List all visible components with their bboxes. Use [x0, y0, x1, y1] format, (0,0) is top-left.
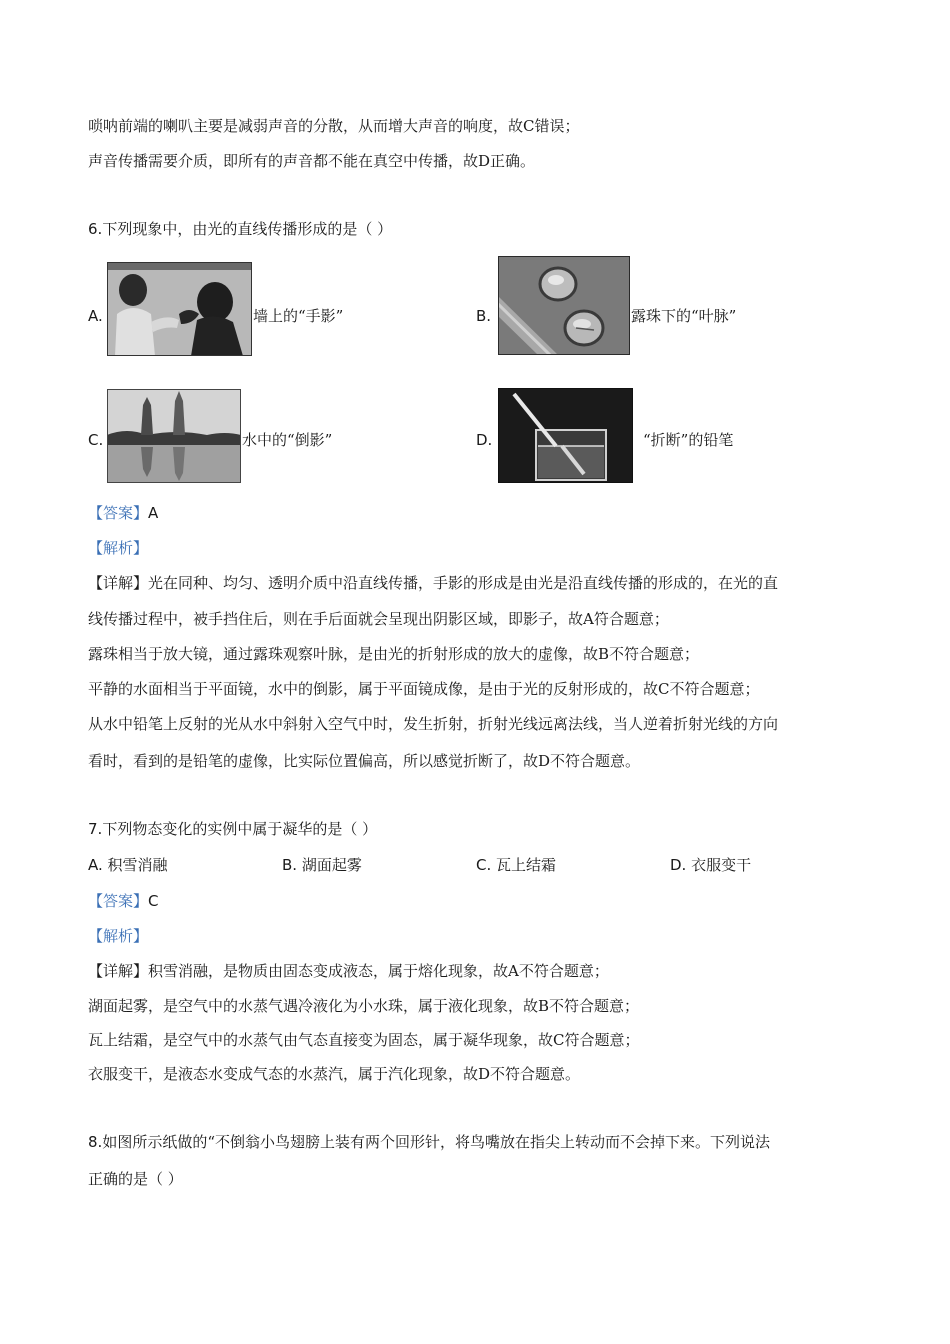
q7-stem-text: 下列物态变化的实例中属于凝华的是（ ）: [102, 820, 378, 838]
q6-option-a-letter[interactable]: A.: [88, 307, 103, 325]
q6-detail-text-1: 光在同种、均匀、透明介质中沿直线传播，手影的形成是由光是沿直线传播的形成的，在光的直: [148, 574, 779, 592]
dewdrop-leaf-photo-icon: [498, 256, 630, 355]
q6-detail-line-6: 看时，看到的是铅笔的虚像，比实际位置偏高，所以感觉折断了，故D不符合题意。: [88, 752, 641, 770]
hand-shadow-photo-icon: [107, 262, 252, 356]
q7-answer: [88, 890, 159, 912]
q7-detail-line-1: [88, 960, 609, 982]
q6-analysis-tag: 【解析】: [88, 539, 149, 557]
bent-pencil-photo-icon: [498, 388, 633, 483]
q6-answer-value: A: [148, 504, 159, 522]
q6-answer-tag: 【答案】: [88, 504, 149, 522]
q8-number: 8.: [88, 1133, 103, 1151]
q7-option-c[interactable]: [476, 854, 556, 876]
q6-option-c-letter[interactable]: C.: [88, 431, 104, 449]
q6-stem: [88, 218, 392, 240]
q7-option-d[interactable]: [670, 854, 751, 876]
q6-option-c-text: 水中的“倒影”: [242, 431, 333, 449]
q8-stem-text-1: 如图所示纸做的“不倒翁小鸟翅膀上装有两个回形针，将鸟嘴放在指尖上转动而不会掉下来。下列说法: [102, 1133, 770, 1151]
q7-option-c-text: 瓦上结霜: [496, 856, 557, 874]
q6-option-b-text: 露珠下的“叶脉”: [631, 307, 737, 325]
q7-option-b-letter: B.: [282, 856, 298, 874]
q6-number: 6.: [88, 220, 103, 238]
q6-detail-line-3: 露珠相当于放大镜，通过露珠观察叶脉，是由光的折射形成的放大的虚像，故B不符合题意；: [88, 645, 700, 663]
q6-option-b-letter[interactable]: B.: [476, 307, 492, 325]
q7-number: 7.: [88, 820, 103, 838]
q6-option-d-letter[interactable]: D.: [476, 431, 493, 449]
q7-option-d-letter: D.: [670, 856, 687, 874]
q7-detail-text-1: 积雪消融，是物质由固态变成液态，属于熔化现象，故A不符合题意；: [148, 962, 609, 980]
q7-detail-tag: 【详解】: [88, 962, 149, 980]
prev-analysis-line-2: 声音传播需要介质，即所有的声音都不能在真空中传播，故D正确。: [88, 152, 536, 170]
q7-option-d-text: 衣服变干: [691, 856, 752, 874]
q6-detail-line-5: 从水中铅笔上反射的光从水中斜射入空气中时，发生折射，折射光线远离法线，当人逆着折射光线的方向: [88, 715, 779, 733]
q7-analysis-tag: 【解析】: [88, 927, 149, 945]
q7-option-c-letter: C.: [476, 856, 492, 874]
q8-stem-line-2: 正确的是（ ）: [88, 1170, 183, 1188]
q6-stem-text: 下列现象中，由光的直线传播形成的是（ ）: [102, 220, 393, 238]
q7-stem: [88, 818, 377, 840]
q6-detail-tag: 【详解】: [88, 574, 149, 592]
q6-detail-line-4: 平静的水面相当于平面镜，水中的倒影，属于平面镜成像，是由于光的反射形成的，故C不符合题意；: [88, 680, 760, 698]
q6-detail-line-2: 线传播过程中，被手挡住后，则在手后面就会呈现出阴影区域，即影子，故A符合题意；: [88, 610, 669, 628]
q8-stem-line-1: [88, 1131, 770, 1153]
q6-detail-line-1: [88, 572, 778, 594]
q7-option-a-letter: A.: [88, 856, 103, 874]
pagoda-reflection-photo-icon: [107, 389, 241, 483]
q6-option-d-text: “折断”的铅笔: [643, 431, 734, 449]
q7-detail-line-4: 衣服变干，是液态水变成气态的水蒸汽，属于汽化现象，故D不符合题意。: [88, 1065, 581, 1083]
q6-answer: [88, 502, 158, 524]
q7-detail-line-2: 湖面起雾，是空气中的水蒸气遇冷液化为小水珠，属于液化现象，故B不符合题意；: [88, 997, 640, 1015]
q6-option-a-text: 墙上的“手影”: [253, 307, 344, 325]
q7-detail-line-3: 瓦上结霜，是空气中的水蒸气由气态直接变为固态，属于凝华现象，故C符合题意；: [88, 1031, 640, 1049]
q7-answer-tag: 【答案】: [88, 892, 149, 910]
prev-analysis-line-1: 唢呐前端的喇叭主要是减弱声音的分散，从而增大声音的响度，故C错误；: [88, 117, 580, 135]
q7-option-b[interactable]: [282, 854, 362, 876]
q7-option-a-text: 积雪消融: [107, 856, 168, 874]
q7-option-b-text: 湖面起雾: [301, 856, 362, 874]
q7-answer-value: C: [148, 892, 159, 910]
q7-option-a[interactable]: [88, 854, 168, 876]
